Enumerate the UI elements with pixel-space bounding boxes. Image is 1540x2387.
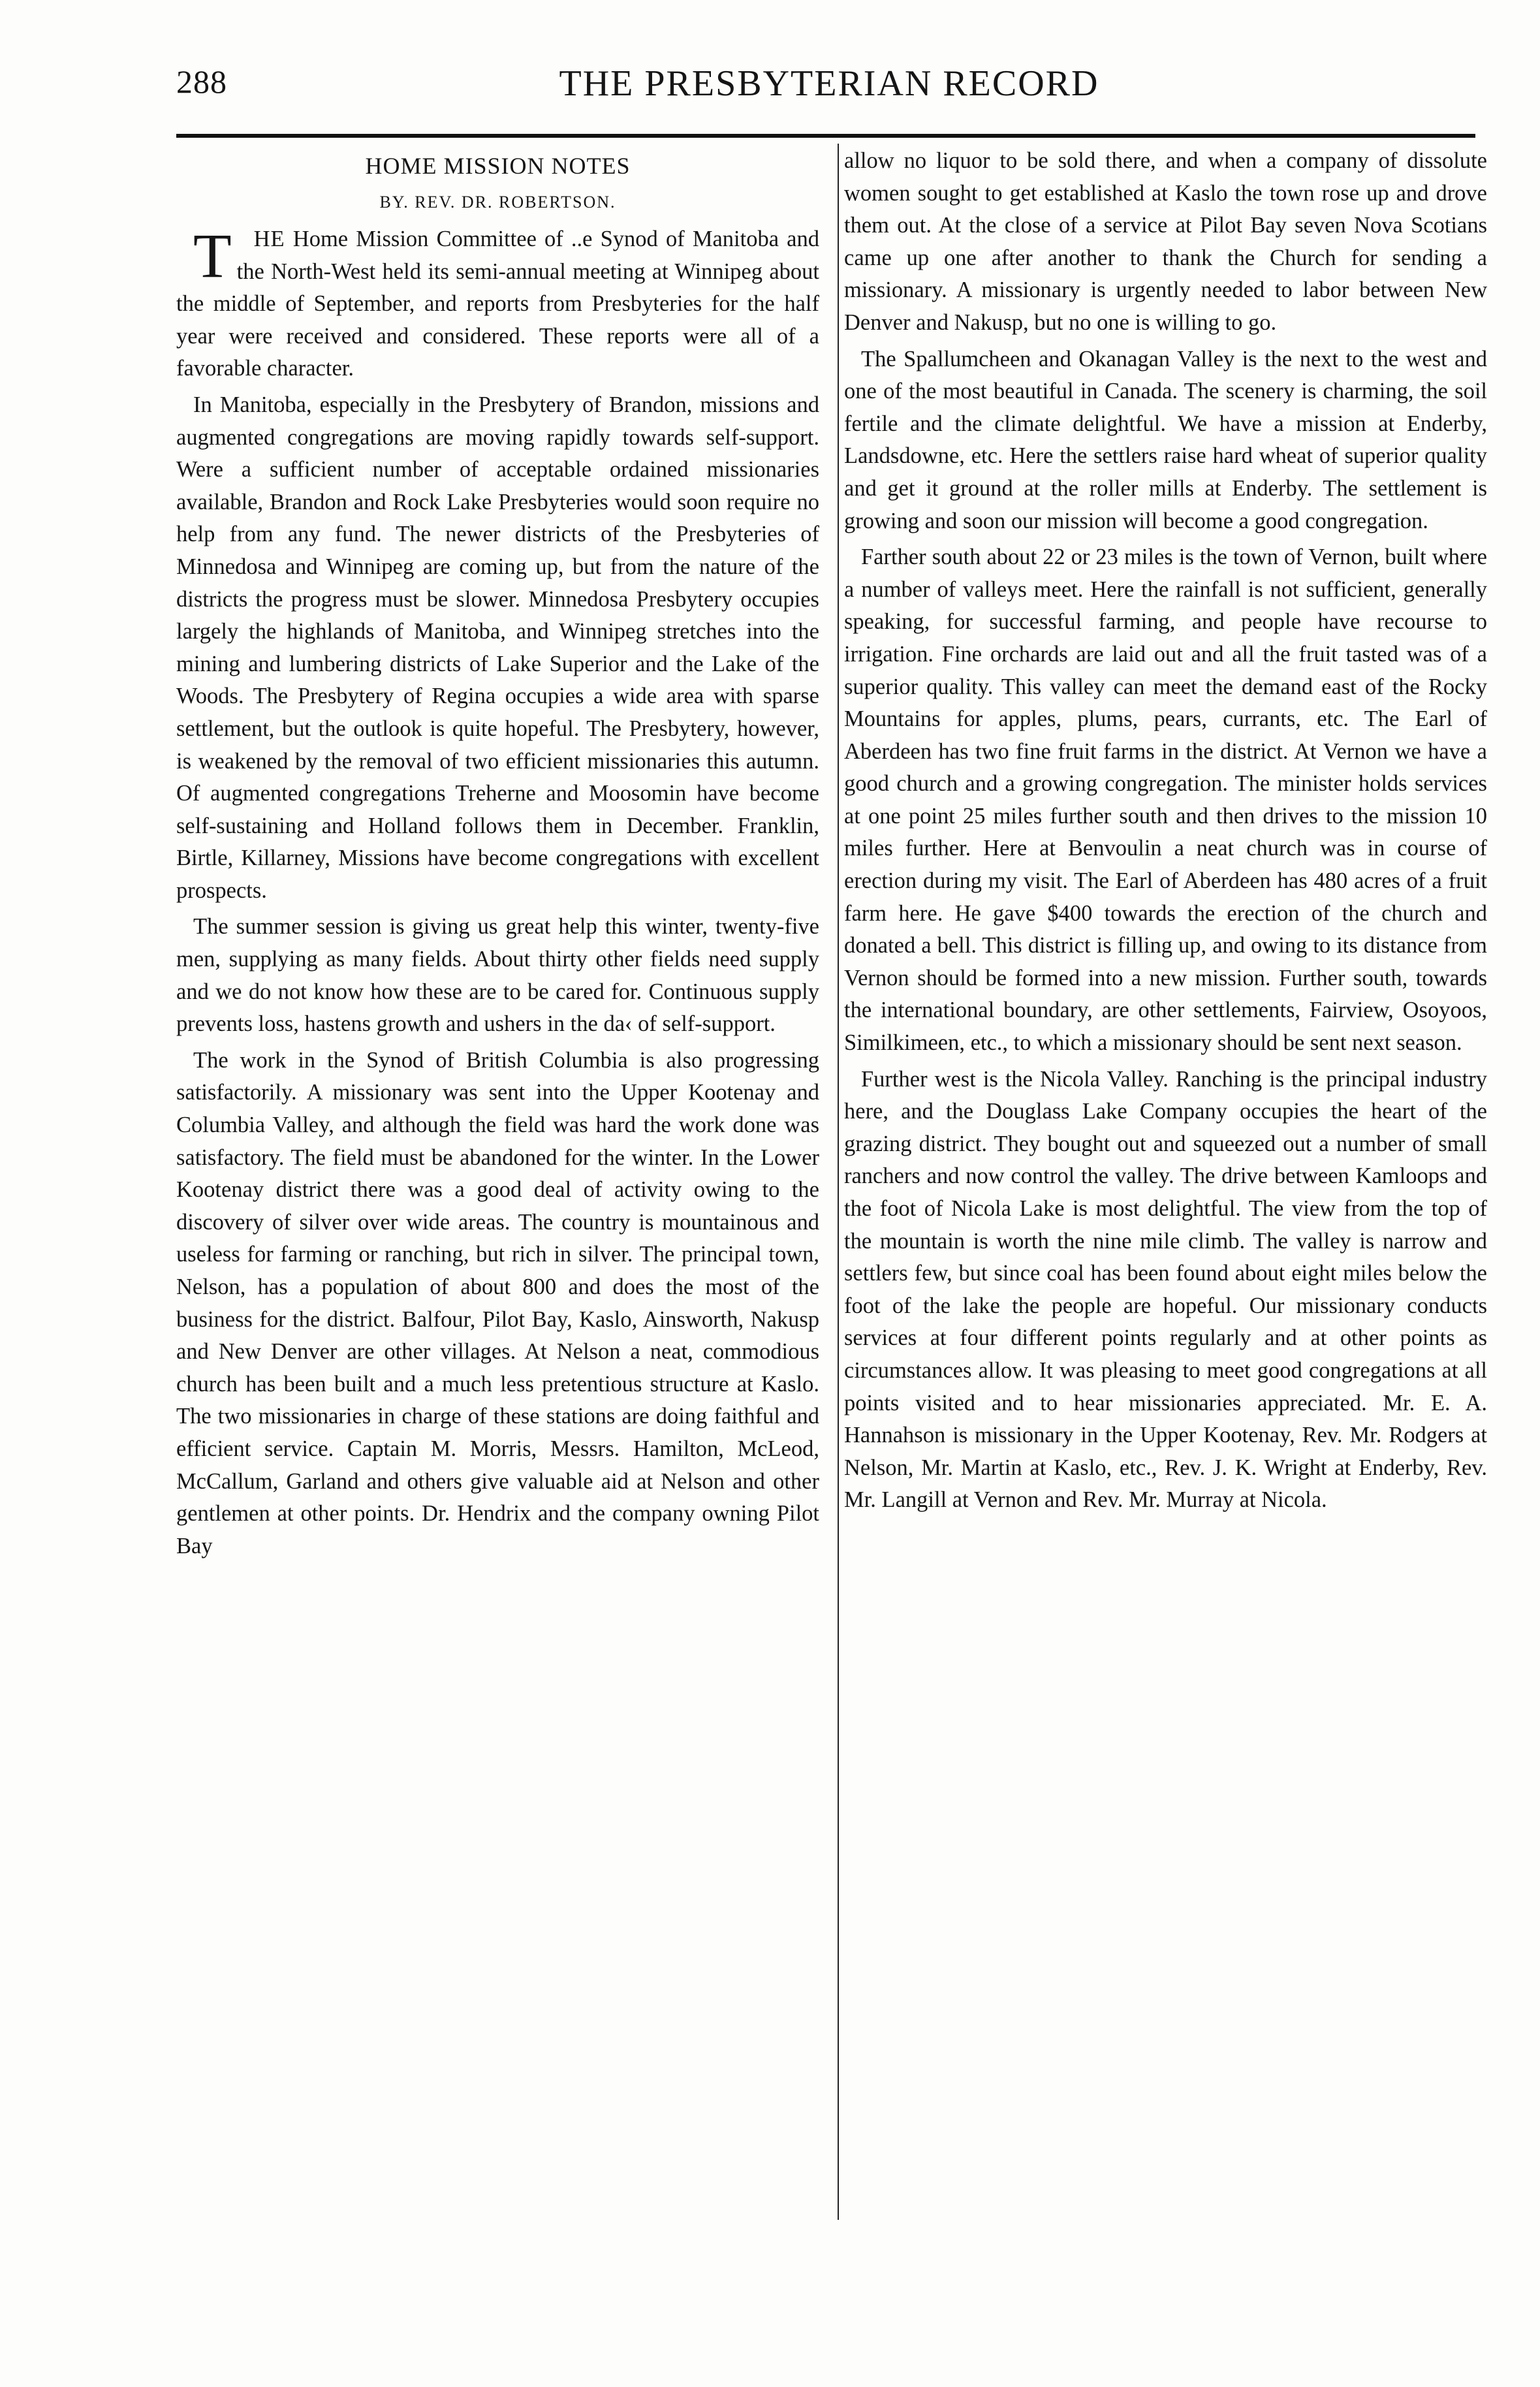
- article-paragraph-3: The summer session is giving us great help this winter, twenty-five men, supplying as many fields. About thirty other fields need supply and we do not know how these are to be cared for. Continuous supply prevents loss, hastens growth and ushers in the da‹ of self-support.: [176, 914, 819, 1037]
- left-column: [176, 145, 819, 1566]
- article-title: HOME MISSION NOTES: [365, 153, 631, 179]
- header-rule: [176, 134, 1475, 138]
- running-title: THE PRESBYTERIAN RECORD: [559, 63, 1099, 104]
- article-paragraph-2: In Manitoba, especially in the Presbytery of Brandon, missions and augmented congregations are moving rapidly towards self-support. Were a sufficient number of acceptable ordained missionaries available, Brandon and Rock Lake Presbyteries would soon require no help from any fund. The newer districts of the Presbyteries of Minnedosa and Winnipeg are coming up, but from the nature of the districts the progress must be slower. Minnedosa Presbytery occupies largely the highlands of Manitoba, and Winnipeg stretches into the mining and lumbering districts of Lake Superior and the Lake of the Woods. The Presbytery of Regina occupies a wide area with sparse settlement, but the outlook is quite hopeful. The Presbytery, however, is weakened by the removal of two efficient missionaries this autumn. Of augmented congregations Treherne and Moosomin have become self-sustaining and Holland follows them in December. Franklin, Birtle, Killarney, Missions have become congregations with excellent prospects.: [176, 392, 819, 903]
- first-word: HE: [253, 227, 285, 251]
- paragraph-text: Home Mission Committee of ..e Synod of Manitoba and the North-West held its semi-annual meeting at Winnipeg about the middle of September, and reports from Presbyteries for the half year were received and considered. These reports were all of a favorable character.: [176, 227, 819, 381]
- article-paragraph-6: The Spallumcheen and Okanagan Valley is the next to the west and one of the most beautiful in Canada. The scenery is charming, the soil fertile and the climate delightful. We have a mission at Enderby, Landsdowne, etc. Here the settlers raise hard wheat of superior quality and get it ground at the roller mills at Enderby. The settlement is growing and soon our mission will become a good congregation.: [844, 346, 1487, 533]
- drop-cap: T: [193, 221, 232, 291]
- article-paragraph-4: The work in the Synod of British Columbia is also progressing satisfactorily. A missionary was sent into the Upper Kootenay and Columbia Valley, and although the field was hard the work done was satisfactory. The field must be abandoned for the winter. In the Lower Kootenay district there was a good deal of activity owing to the discovery of silver over wide areas. The country is mountainous and useless for farming or ranching, but rich in silver. The principal town, Nelson, has a population of about 800 and does the most of the business for the district. Balfour, Pilot Bay, Kaslo, Ainsworth, Nakusp and New Denver are other villages. At Nelson a neat, commodious church has been built and a much less pretentious structure at Kaslo. The two missionaries in charge of these stations are doing faithful and efficient service. Captain M. Morris, Messrs. Hamilton, McLeod, McCallum, Garland and others give valuable aid at Nelson and other gentlemen at other points. Dr. Hendrix and the company owning Pilot Bay: [176, 1047, 819, 1558]
- column-divider: [838, 144, 839, 2220]
- article-paragraph-1: [176, 223, 819, 385]
- article-paragraph-8: Further west is the Nicola Valley. Ranching is the principal industry here, and the Douglass Lake Company occupies the heart of the grazing district. They bought out and squeezed out a number of small ranchers and now control the valley. The drive between Kamloops and the foot of Nicola Lake is most delightful. The view from the top of the mountain is worth the nine mile climb. The valley is narrow and settlers few, but since coal has been found about eight miles below the foot of the lake the people are hopeful. Our missionary conducts services at four different points regularly and at other points as circumstances allow. It was pleasing to meet good congregations at all points visited and to hear missionaries appreciated. Mr. E. A. Hannahson is missionary in the Upper Kootenay, Rev. Mr. Rodgers at Nelson, Mr. Martin at Kaslo, etc., Rev. J. K. Wright at Enderby, Rev. Mr. Langill at Vernon and Rev. Mr. Murray at Nicola.: [844, 1066, 1487, 1513]
- article-paragraph-5: allow no liquor to be sold there, and when a company of dissolute women sought to get established at Kaslo the town rose up and drove them out. At the close of a service at Pilot Bay seven Nova Scotians came up one after another to thank the Church for sending a missionary. A missionary is urgently needed to labor between New Denver and Nakusp, but no one is willing to go.: [844, 148, 1487, 335]
- article-byline: BY. REV. DR. ROBERTSON.: [379, 193, 616, 212]
- right-column: [844, 145, 1487, 1521]
- article-paragraph-7: Farther south about 22 or 23 miles is the town of Vernon, built where a number of valleys meet. Here the rainfall is not sufficient, generally speaking, for successful farming, and people have recourse to irrigation. Fine orchards are laid out and all the fruit tasted was of a superior quality. This valley can meet the demand east of the Rocky Mountains for apples, plums, pears, currants, etc. The Earl of Aberdeen has two fine fruit farms in the district. At Vernon we have a good church and a growing congregation. The minister holds services at one point 25 miles further south and then drives to the mission 10 miles further. Here at Benvoulin a neat church was in course of erection during my visit. The Earl of Aberdeen has 480 acres of a fruit farm here. He gave $400 towards the erection of the church and donated a bell. This district is filling up, and owing to its distance from Vernon should be formed into a new mission. Further south, towards the international boundary, are other settlements, Fairview, Osoyoos, Similkimeen, etc., to which a missionary should be sent next season.: [844, 545, 1487, 1056]
- page-number: 288: [176, 63, 227, 100]
